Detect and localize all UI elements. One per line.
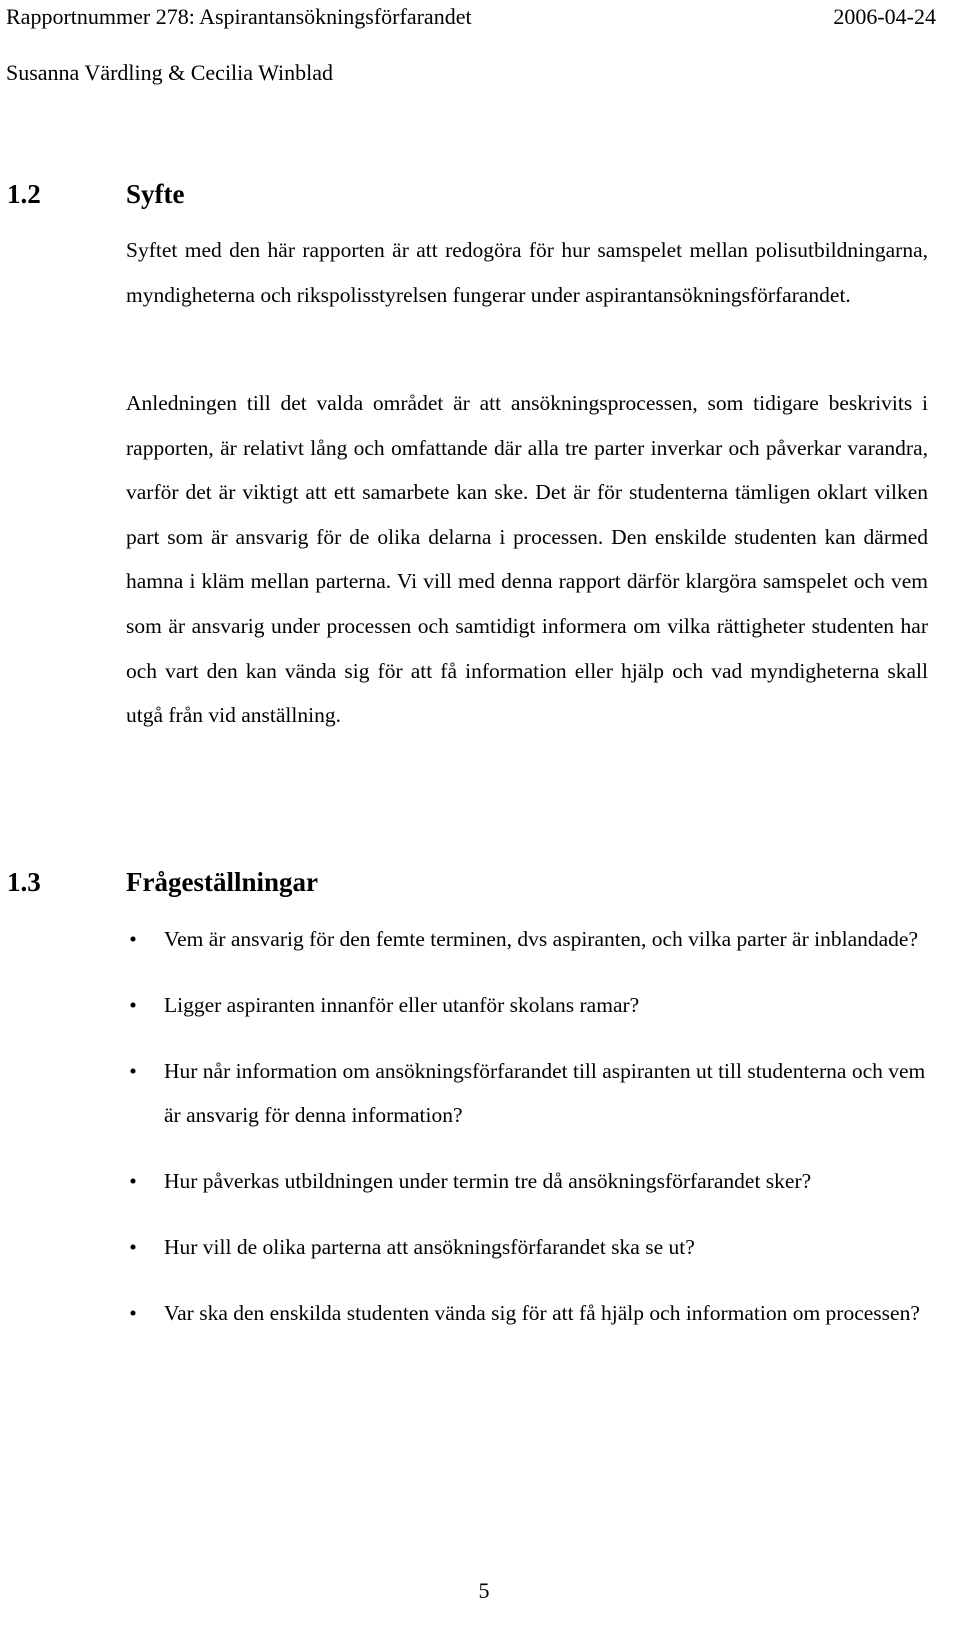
- paragraph: Syftet med den här rapporten är att redogöra för hur samspelet mellan polisutbildningarna, myndigheterna och rikspolisstyrelsen fungerar under aspirantansökningsförfarandet.: [126, 238, 928, 307]
- list-item: [126, 983, 926, 1027]
- list-item: [126, 1159, 926, 1203]
- section-number: 1.3: [7, 867, 41, 897]
- list-item: [126, 1049, 926, 1137]
- list-item: [126, 1225, 926, 1269]
- list-item-text: Hur når information om ansökningsförfarandet till aspiranten ut till studenterna och vem är ansvarig för denna information?: [164, 1059, 926, 1127]
- bullet-icon: •: [129, 1235, 137, 1259]
- list-item-text: Vem är ansvarig för den femte terminen, dvs aspiranten, och vilka parter är inblandade?: [164, 927, 918, 951]
- list-item-text: Var ska den enskilda studenten vända sig för att få hjälp och information om processen?: [164, 1301, 920, 1325]
- bullet-icon: •: [129, 993, 137, 1017]
- bullet-icon: •: [129, 1169, 137, 1193]
- question-list: [126, 917, 926, 1357]
- report-date: 2006-04-24: [833, 4, 936, 29]
- bullet-icon: •: [129, 1059, 137, 1083]
- paragraph: Anledningen till det valda området är att ansökningsprocessen, som tidigare beskrivits i rapporten, är relativt lång och omfattande där alla tre parter inverkar och påverkar varandra, varför det är viktigt att ett samarbete kan ske. Det är för studenterna tämligen oklart vilken part som är ansvarig för de olika delarna i processen. Den enskilde studenten kan därmed hamna i kläm mellan parterna. Vi vill med denna rapport därför klargöra samspelet och vem som är ansvarig under processen och samtidigt informera om vilka rättigheter studenten har och vart den kan vända sig för att få information eller hjälp och vad myndigheterna skall utgå från vid anställning.: [126, 391, 928, 728]
- section-title: Frågeställningar: [126, 867, 318, 897]
- running-header-authors: [6, 60, 936, 86]
- section-number: 1.2: [7, 179, 41, 209]
- report-title: Rapportnummer 278: Aspirantansökningsförfarandet: [6, 4, 472, 29]
- report-authors: Susanna Värdling & Cecilia Winblad: [6, 60, 334, 85]
- list-item-text: Hur påverkas utbildningen under termin tre då ansökningsförfarandet sker?: [164, 1169, 812, 1193]
- running-header: [6, 4, 936, 30]
- list-item: [126, 1291, 926, 1335]
- bullet-icon: •: [129, 927, 137, 951]
- list-item-text: Ligger aspiranten innanför eller utanför skolans ramar?: [164, 993, 640, 1017]
- bullet-icon: •: [129, 1301, 137, 1325]
- list-item-text: Hur vill de olika parterna att ansökningsförfarandet ska se ut?: [164, 1235, 695, 1259]
- page-number: 5: [478, 1578, 490, 1603]
- list-item: [126, 917, 926, 961]
- section-title: Syfte: [126, 179, 185, 209]
